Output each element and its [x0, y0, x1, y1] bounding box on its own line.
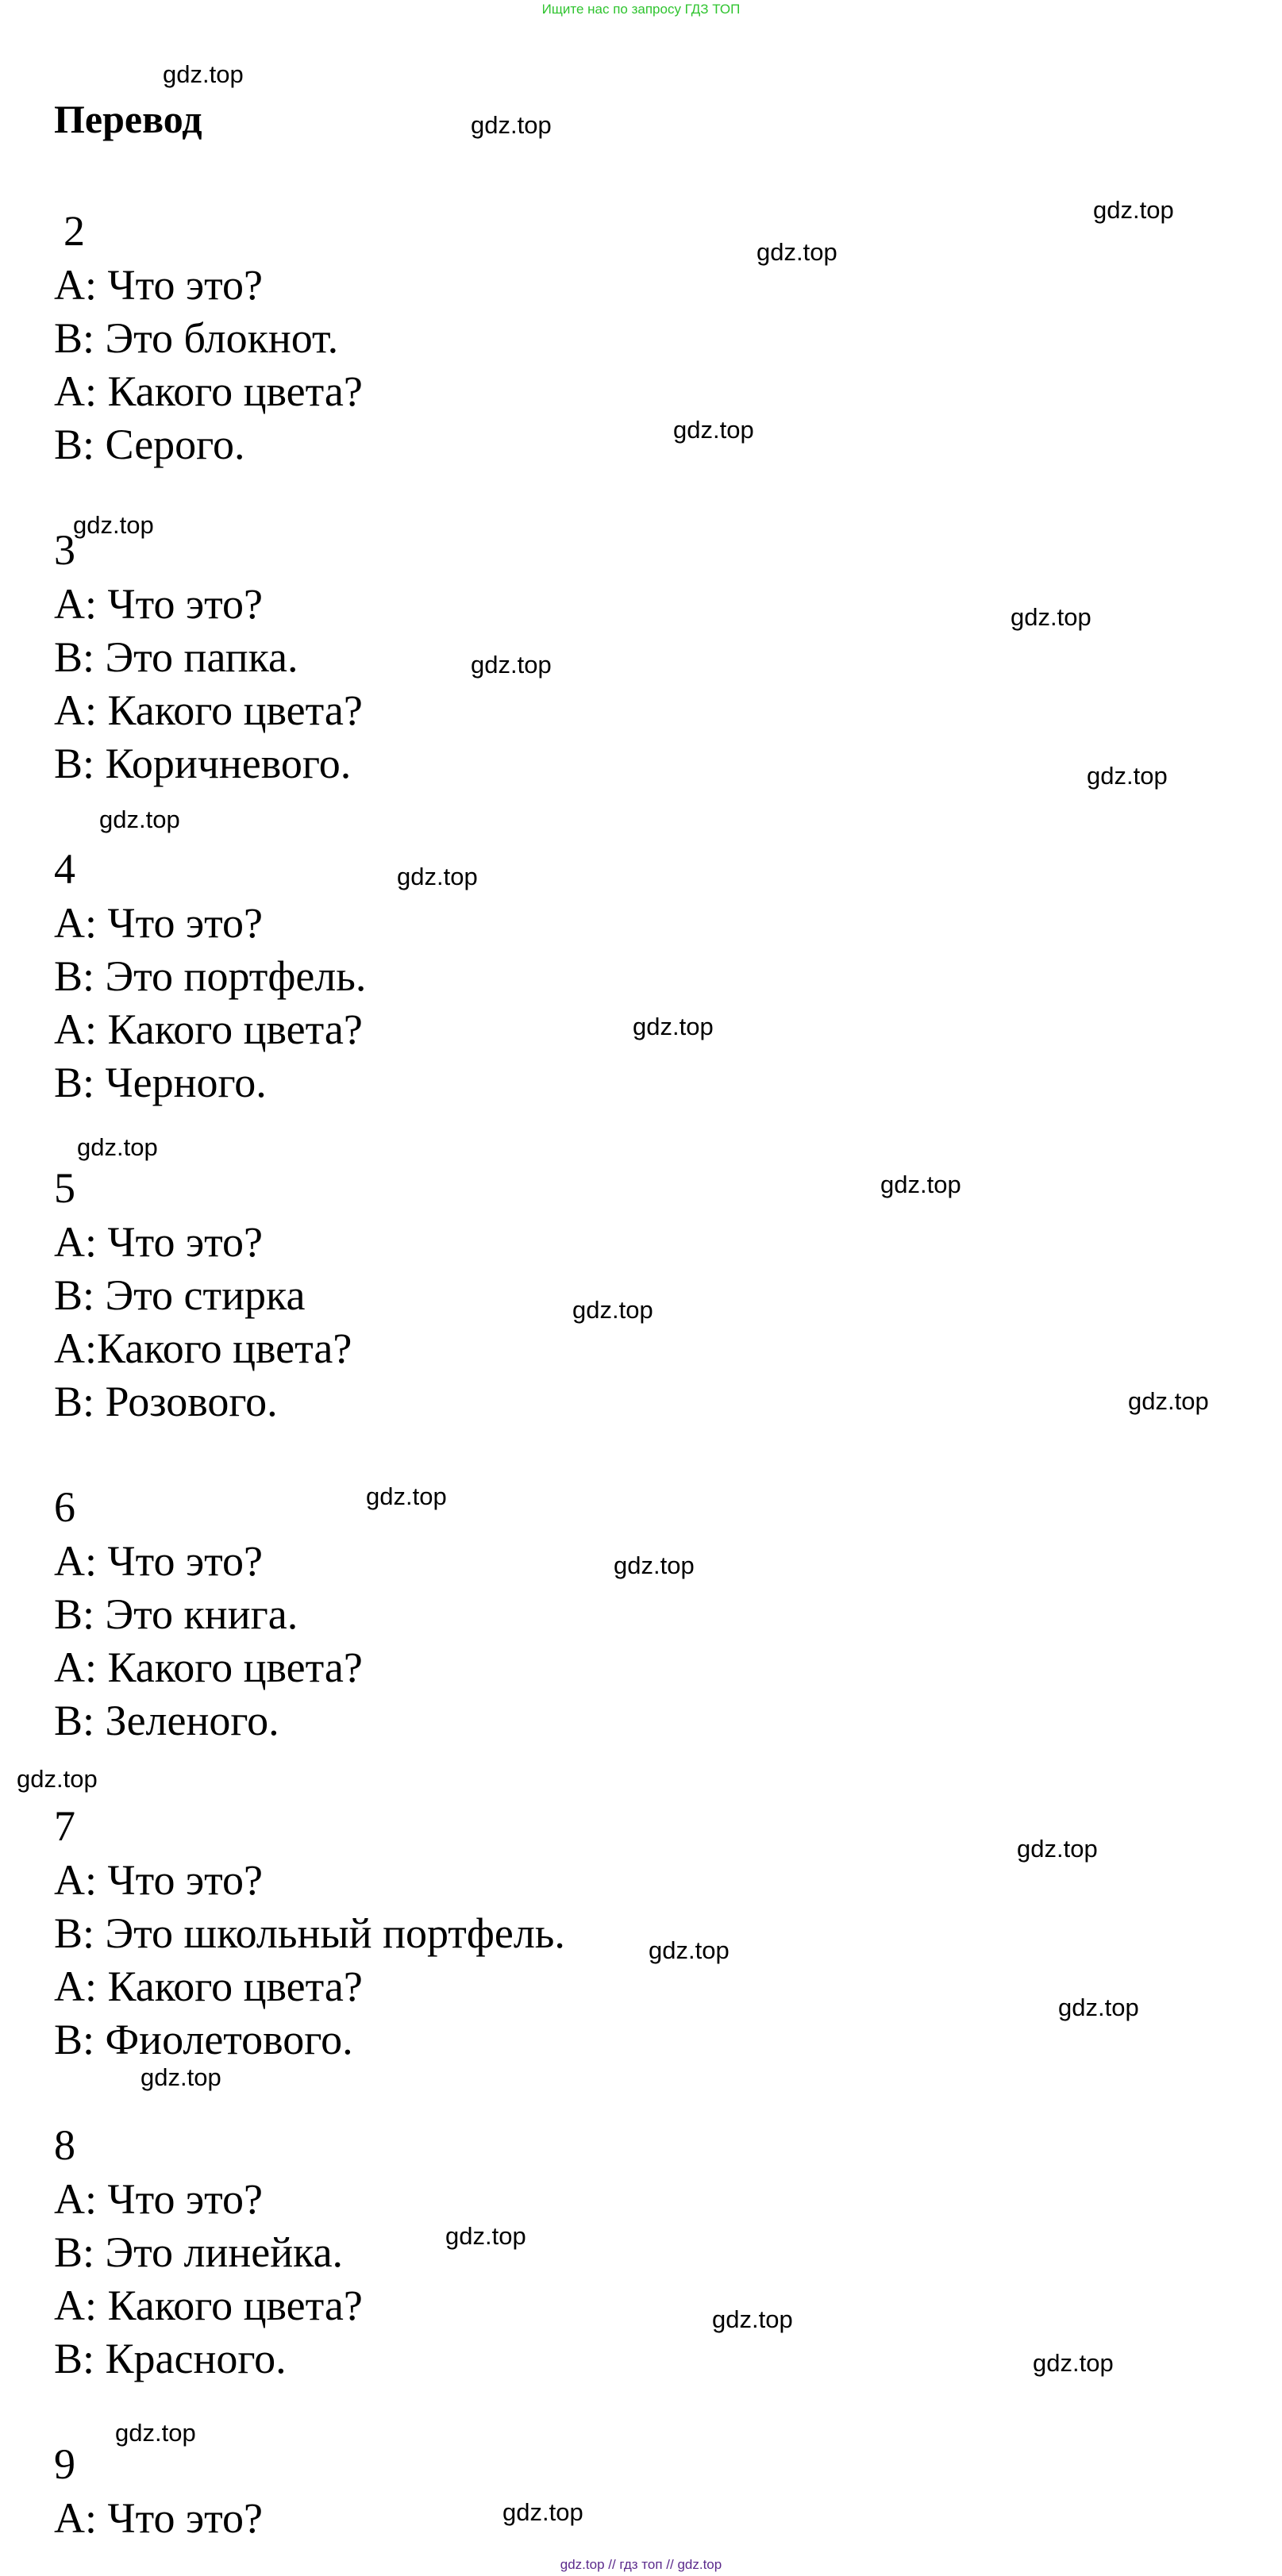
section-number: 8 [54, 2121, 75, 2169]
watermark: gdz.top [163, 60, 244, 88]
watermark: gdz.top [712, 2305, 793, 2333]
watermark: gdz.top [1093, 196, 1174, 224]
dialogue-line: A: Что это? [54, 261, 264, 309]
dialogue-line: A: Какого цвета? [54, 686, 363, 734]
dialogue-line: A: Какого цвета? [54, 1963, 363, 2010]
dialogue-line: B: Красного. [54, 2335, 287, 2382]
dialogue-line: B: Серого. [54, 421, 245, 468]
section-number: 9 [54, 2440, 75, 2488]
watermark: gdz.top [673, 416, 754, 444]
dialogue-line: A:Какого цвета? [54, 1325, 352, 1372]
dialogue-line: A: Что это? [54, 899, 264, 947]
watermark: gdz.top [397, 863, 478, 890]
section-number: 2 [64, 207, 85, 255]
dialogue-line: A: Какого цвета? [54, 1644, 363, 1691]
watermark: gdz.top [502, 2498, 583, 2526]
dialogue-line: B: Черного. [54, 1059, 267, 1106]
dialogue-line: B: Розового. [54, 1378, 278, 1425]
dialogue-line: B: Это школьный портфель. [54, 1909, 565, 1957]
dialogue-line: A: Какого цвета? [54, 367, 363, 415]
dialogue-line: B: Это стирка [54, 1271, 306, 1319]
section-number: 4 [54, 845, 75, 893]
dialogue-line: B: Коричневого. [54, 740, 352, 787]
dialogue-line: A: Что это? [54, 2494, 264, 2542]
dialogue-line: A: Какого цвета? [54, 1005, 363, 1053]
dialogue-line: B: Это блокнот. [54, 314, 339, 362]
section-number: 5 [54, 1164, 75, 1212]
dialogue-line: B: Это папка. [54, 633, 298, 681]
watermark: gdz.top [17, 1765, 98, 1793]
watermark: gdz.top [756, 238, 837, 266]
watermark: gdz.top [649, 1936, 730, 1964]
watermark: gdz.top [1011, 603, 1091, 631]
watermark: gdz.top [880, 1171, 961, 1198]
watermark: gdz.top [572, 1296, 653, 1324]
watermark: gdz.top [614, 1551, 695, 1579]
watermark: gdz.top [77, 1133, 158, 1161]
dialogue-line: A: Что это? [54, 1856, 264, 1904]
dialogue-line: A: Что это? [54, 1218, 264, 1266]
watermark: gdz.top [1087, 762, 1168, 790]
watermark: gdz.top [445, 2222, 526, 2250]
dialogue-line: A: Что это? [54, 2175, 264, 2223]
dialogue-line: A: Что это? [54, 580, 264, 628]
dialogue-line: B: Фиолетового. [54, 2016, 353, 2063]
section-number: 3 [54, 526, 75, 574]
top-search-note: Ищите нас по запросу ГДЗ ТОП [541, 2, 741, 17]
dialogue-line: A: Что это? [54, 1537, 264, 1585]
dialogue-line: B: Это линейка. [54, 2228, 344, 2276]
watermark: gdz.top [1058, 1994, 1139, 2021]
dialogue-line: B: Это портфель. [54, 952, 367, 1000]
page-title: Перевод [54, 97, 202, 141]
watermark: gdz.top [99, 805, 180, 833]
watermark: gdz.top [366, 1482, 447, 1510]
dialogue-line: A: Какого цвета? [54, 2282, 363, 2329]
dialogue-line: B: Зеленого. [54, 1697, 279, 1744]
footer-links: gdz.top // гдз топ // gdz.top [560, 2557, 722, 2572]
watermark: gdz.top [471, 111, 552, 139]
dialogue-line: B: Это книга. [54, 1590, 298, 1638]
watermark: gdz.top [73, 511, 154, 539]
watermark: gdz.top [633, 1013, 714, 1040]
watermark: gdz.top [1128, 1387, 1209, 1415]
watermark: gdz.top [471, 651, 552, 679]
watermark: gdz.top [1033, 2349, 1114, 2377]
section-number: 6 [54, 1483, 75, 1531]
watermark: gdz.top [115, 2419, 196, 2447]
section-number: 7 [54, 1802, 75, 1850]
watermark: gdz.top [141, 2063, 221, 2091]
watermark: gdz.top [1017, 1835, 1098, 1863]
